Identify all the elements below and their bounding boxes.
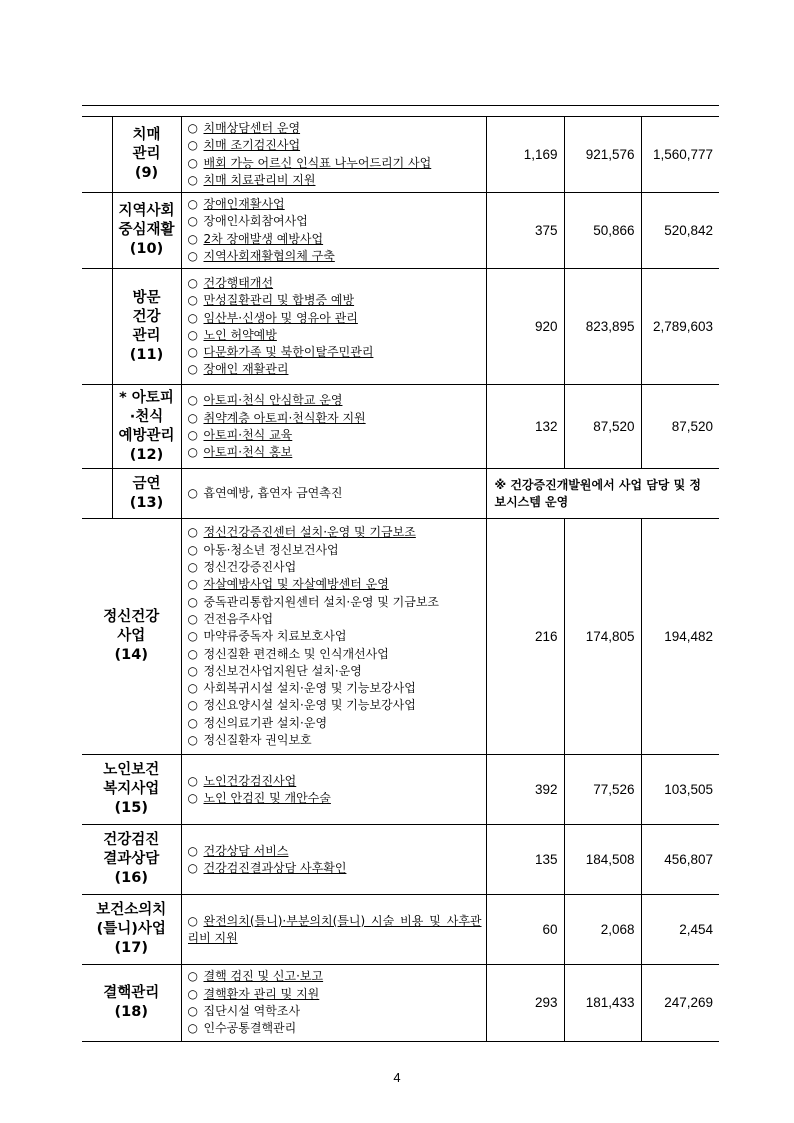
list-item [188,213,482,230]
program-name-line: 보건소의치 [96,902,167,919]
list-item [188,790,482,807]
value-cell-v3: 87,520 [641,385,719,469]
list-item-text: 치매 조기검진사업 [203,138,301,153]
list-item [188,663,482,680]
circle-bullet-icon: ○ [187,860,198,875]
value-cell-v2: 181,433 [564,965,641,1041]
list-item [188,196,482,213]
list-item [188,860,482,877]
value-cell-v2: 87,520 [564,385,641,469]
list-item-text: 사회복귀시설 설치·운영 및 기능보강사업 [203,681,416,696]
indent-cell [82,193,112,269]
table-row [82,519,719,755]
circle-bullet-icon: ○ [187,698,198,713]
program-table-body [82,117,719,1042]
value-cell-v2: 2,068 [564,895,641,965]
list-item-text: 배회 가능 어르신 인식표 나누어드리기 사업 [203,155,432,170]
circle-bullet-icon: ○ [187,345,198,360]
program-name-cell [82,825,181,895]
table-row [82,269,719,385]
list-item [188,524,482,541]
circle-bullet-icon: ○ [187,594,198,609]
circle-bullet-icon: ○ [187,1003,198,1018]
list-item-text: 결핵 검진 및 신고·보고 [203,969,324,984]
circle-bullet-icon: ○ [187,629,198,644]
list-item [188,344,482,361]
circle-bullet-icon: ○ [187,843,198,858]
list-item-text: 치매 치료관리비 지원 [203,172,316,187]
list-item-text: 건전음주사업 [203,611,274,626]
page-number: 4 [393,1070,401,1085]
circle-bullet-icon: ○ [187,542,198,557]
program-items-cell [181,469,486,519]
list-item [188,172,482,189]
list-item-text: 장애인재활사업 [203,197,285,212]
program-name-line: (18) [114,1003,148,1020]
circle-bullet-icon: ○ [187,790,198,805]
list-item-text: 아토피·천식 교육 [203,427,293,442]
list-item-text: 아동·청소년 정신보건사업 [203,542,339,557]
circle-bullet-icon: ○ [187,197,198,212]
program-name-line: 예방관리 [118,427,175,444]
circle-bullet-icon: ○ [187,138,198,153]
value-cell-v2: 823,895 [564,269,641,385]
table-row [82,385,719,469]
table-row [82,117,719,193]
list-item-text: 치매상담센터 운영 [203,121,301,135]
list-item-text: 다문화가족 및 북한이탈주민관리 [203,345,374,360]
list-item [188,231,482,248]
value-cell-v2: 184,508 [564,825,641,895]
value-cell-v3: 194,482 [641,519,719,755]
program-name-line: 건강 [132,308,161,325]
list-item-text: 장애인사회참여사업 [203,214,308,229]
program-name-line: 결과상담 [103,851,160,868]
program-items-cell [181,269,486,385]
program-name-cell [112,193,181,269]
value-cell-v2: 77,526 [564,755,641,825]
circle-bullet-icon: ○ [187,560,198,575]
program-name-line: 건강검진 [103,832,160,849]
list-item-text: 자살예방사업 및 자살예방센터 운영 [203,577,389,592]
program-name-line: (13) [129,494,164,511]
program-name-line: 금연 [132,475,161,492]
circle-bullet-icon: ○ [187,172,198,187]
list-item [188,773,482,790]
circle-bullet-icon: ○ [187,986,198,1001]
circle-bullet-icon: ○ [187,1021,198,1036]
value-cell-v3: 103,505 [641,755,719,825]
table-row [82,755,719,825]
list-item [188,292,482,309]
program-name-cell [112,117,181,193]
list-item [188,646,482,663]
program-name-line: 정신건강 [103,609,160,626]
list-item [188,120,482,137]
list-item-text: 노인 허약예방 [203,327,277,342]
value-cell-v1: 1,169 [486,117,564,193]
circle-bullet-icon: ○ [187,393,198,408]
program-name-cell [112,385,181,469]
value-cell-v1: 132 [486,385,564,469]
program-name-line: (9) [134,165,159,182]
program-name-line: 노인보건 [103,762,160,779]
circle-bullet-icon: ○ [187,445,198,460]
circle-bullet-icon: ○ [187,611,198,626]
circle-bullet-icon: ○ [187,362,198,377]
note-cell: ※ 건강증진개발원에서 사업 담당 및 정보시스템 운영 [486,469,719,519]
list-item [188,1003,482,1020]
program-name-line: (12) [129,446,164,463]
list-item-text: 마약류중독자 치료보호사업 [203,629,347,644]
list-item [188,628,482,645]
list-item [188,680,482,697]
list-item-text: 흡연예방, 흡연자 금연촉진 [203,486,343,501]
circle-bullet-icon: ○ [187,427,198,442]
indent-cell [82,469,112,519]
program-name-cell [82,895,181,965]
list-item-text: 집단시설 역학조사 [203,1003,301,1018]
list-item [188,1020,482,1037]
circle-bullet-icon: ○ [187,969,198,984]
value-cell-v1: 60 [486,895,564,965]
program-name-line: 관리 [132,146,161,163]
program-name-line: 방문 [132,289,161,306]
circle-bullet-icon: ○ [187,231,198,246]
value-cell-v1: 216 [486,519,564,755]
list-item-text: 완전의치(틀니)·부분의치(틀니) 시술 비용 및 사후관리비 지원 [187,913,482,945]
program-name-line: (틀니)사업 [96,921,166,938]
list-item [188,275,482,292]
list-item [188,427,482,444]
circle-bullet-icon: ○ [187,121,198,135]
program-name-cell [112,469,181,519]
program-name-cell [112,269,181,385]
table-row [82,825,719,895]
value-cell-v3: 456,807 [641,825,719,895]
page-top-rule [82,105,719,106]
list-item-text: 건강상담 서비스 [203,843,289,858]
list-item-text: 정신보건사업지원단 설치·운영 [203,663,362,678]
program-items-cell [181,385,486,469]
circle-bullet-icon: ○ [187,310,198,325]
list-item-text: 정신질환 편견해소 및 인식개선사업 [203,646,389,661]
list-item-text: 노인건강검진사업 [203,773,297,788]
program-name-line: 지역사회 [118,203,175,220]
list-item [188,843,482,860]
value-cell-v3: 1,560,777 [641,117,719,193]
program-items-cell [181,117,486,193]
list-item [188,137,482,154]
list-item-text: 건강행태개선 [203,275,274,290]
program-items-cell [181,755,486,825]
circle-bullet-icon: ○ [187,663,198,678]
value-cell-v3: 2,454 [641,895,719,965]
list-item [188,485,482,502]
indent-cell [82,269,112,385]
list-item-text: 2차 장애발생 예방사업 [203,231,324,246]
indent-cell [82,385,112,469]
list-item [188,968,482,985]
list-item [188,444,482,461]
list-item-text: 인수공통결핵관리 [203,1021,297,1036]
program-name-line: 중심재활 [118,222,175,239]
list-item-text: 결핵환자 관리 및 지원 [203,986,320,1001]
list-item-text: 정신건강증진사업 [203,560,297,575]
circle-bullet-icon: ○ [187,913,198,928]
circle-bullet-icon: ○ [187,486,198,501]
list-item [188,410,482,427]
program-name-line: (10) [129,241,164,258]
program-name-cell [82,965,181,1041]
list-item-text: 아토피·천식 홍보 [203,445,293,460]
program-name-line: (11) [129,346,164,363]
circle-bullet-icon: ○ [187,525,198,540]
value-cell-v1: 135 [486,825,564,895]
program-name-line: 복지사업 [103,781,160,798]
list-item [188,697,482,714]
circle-bullet-icon: ○ [187,293,198,308]
list-item-text: 지역사회재활협의체 구축 [203,249,335,264]
list-item-text: 임산부·신생아 및 영유아 관리 [203,310,358,325]
circle-bullet-icon: ○ [187,155,198,170]
list-item-text: 건강검진결과상담 사후확인 [203,860,347,875]
circle-bullet-icon: ○ [187,733,198,747]
value-cell-v1: 920 [486,269,564,385]
list-item [188,361,482,378]
list-item [188,248,482,265]
program-name-line: 사업 [117,628,146,645]
program-name-line: (16) [114,870,148,887]
list-item [188,913,482,948]
program-items-cell [181,193,486,269]
program-name-line: (17) [114,940,148,957]
value-cell-v1: 293 [486,965,564,1041]
program-name-line: (14) [114,647,148,664]
indent-cell [82,117,112,193]
circle-bullet-icon: ○ [187,410,198,425]
value-cell-v3: 2,789,603 [641,269,719,385]
circle-bullet-icon: ○ [187,249,198,264]
table-row [82,469,719,519]
list-item [188,155,482,172]
list-item [188,594,482,611]
program-name-cell [82,519,181,755]
list-item [188,732,482,749]
program-name-line: * 아토피 [119,389,174,406]
value-cell-v2: 921,576 [564,117,641,193]
list-item [188,715,482,732]
circle-bullet-icon: ○ [187,715,198,730]
program-items-cell [181,895,486,965]
program-table [82,116,719,1042]
list-item-text: 정신질환자 권익보호 [203,733,312,747]
circle-bullet-icon: ○ [187,646,198,661]
list-item [188,559,482,576]
value-cell-v3: 247,269 [641,965,719,1041]
circle-bullet-icon: ○ [187,577,198,592]
program-name-line: 결핵관리 [103,984,160,1001]
list-item-text: 정신건강증진센터 설치·운영 및 기금보조 [203,525,416,540]
value-cell-v1: 375 [486,193,564,269]
circle-bullet-icon: ○ [187,681,198,696]
circle-bullet-icon: ○ [187,327,198,342]
list-item [188,611,482,628]
list-item-text: 노인 안검진 및 개안수술 [203,790,331,805]
value-cell-v1: 392 [486,755,564,825]
list-item-text: 취약계층 아토피·천식환자 지원 [203,410,366,425]
value-cell-v2: 174,805 [564,519,641,755]
program-items-cell [181,825,486,895]
list-item-text: 정신요양시설 설치·운영 및 기능보강사업 [203,698,416,713]
list-item [188,310,482,327]
list-item-text: 중독관리통합지원센터 설치·운영 및 기금보조 [203,594,440,609]
list-item [188,576,482,593]
list-item [188,327,482,344]
list-item [188,542,482,559]
value-cell-v3: 520,842 [641,193,719,269]
list-item-text: 정신의료기관 설치·운영 [203,715,328,730]
list-item [188,986,482,1003]
program-name-line: 관리 [132,327,161,344]
program-name-line: 치매 [132,127,161,144]
circle-bullet-icon: ○ [187,214,198,229]
table-row [82,895,719,965]
list-item-text: 아토피·천식 안심학교 운영 [203,393,343,408]
list-item-text: 만성질환관리 및 합병증 예방 [203,293,355,308]
program-name-cell [82,755,181,825]
circle-bullet-icon: ○ [187,773,198,788]
circle-bullet-icon: ○ [187,275,198,290]
table-row [82,965,719,1041]
program-items-cell [181,965,486,1041]
table-row [82,193,719,269]
program-items-cell [181,519,486,755]
value-cell-v2: 50,866 [564,193,641,269]
list-item-text: 장애인 재활관리 [203,362,289,377]
list-item [188,392,482,409]
program-name-line: ·천식 [129,408,164,425]
program-name-line: (15) [114,800,148,817]
